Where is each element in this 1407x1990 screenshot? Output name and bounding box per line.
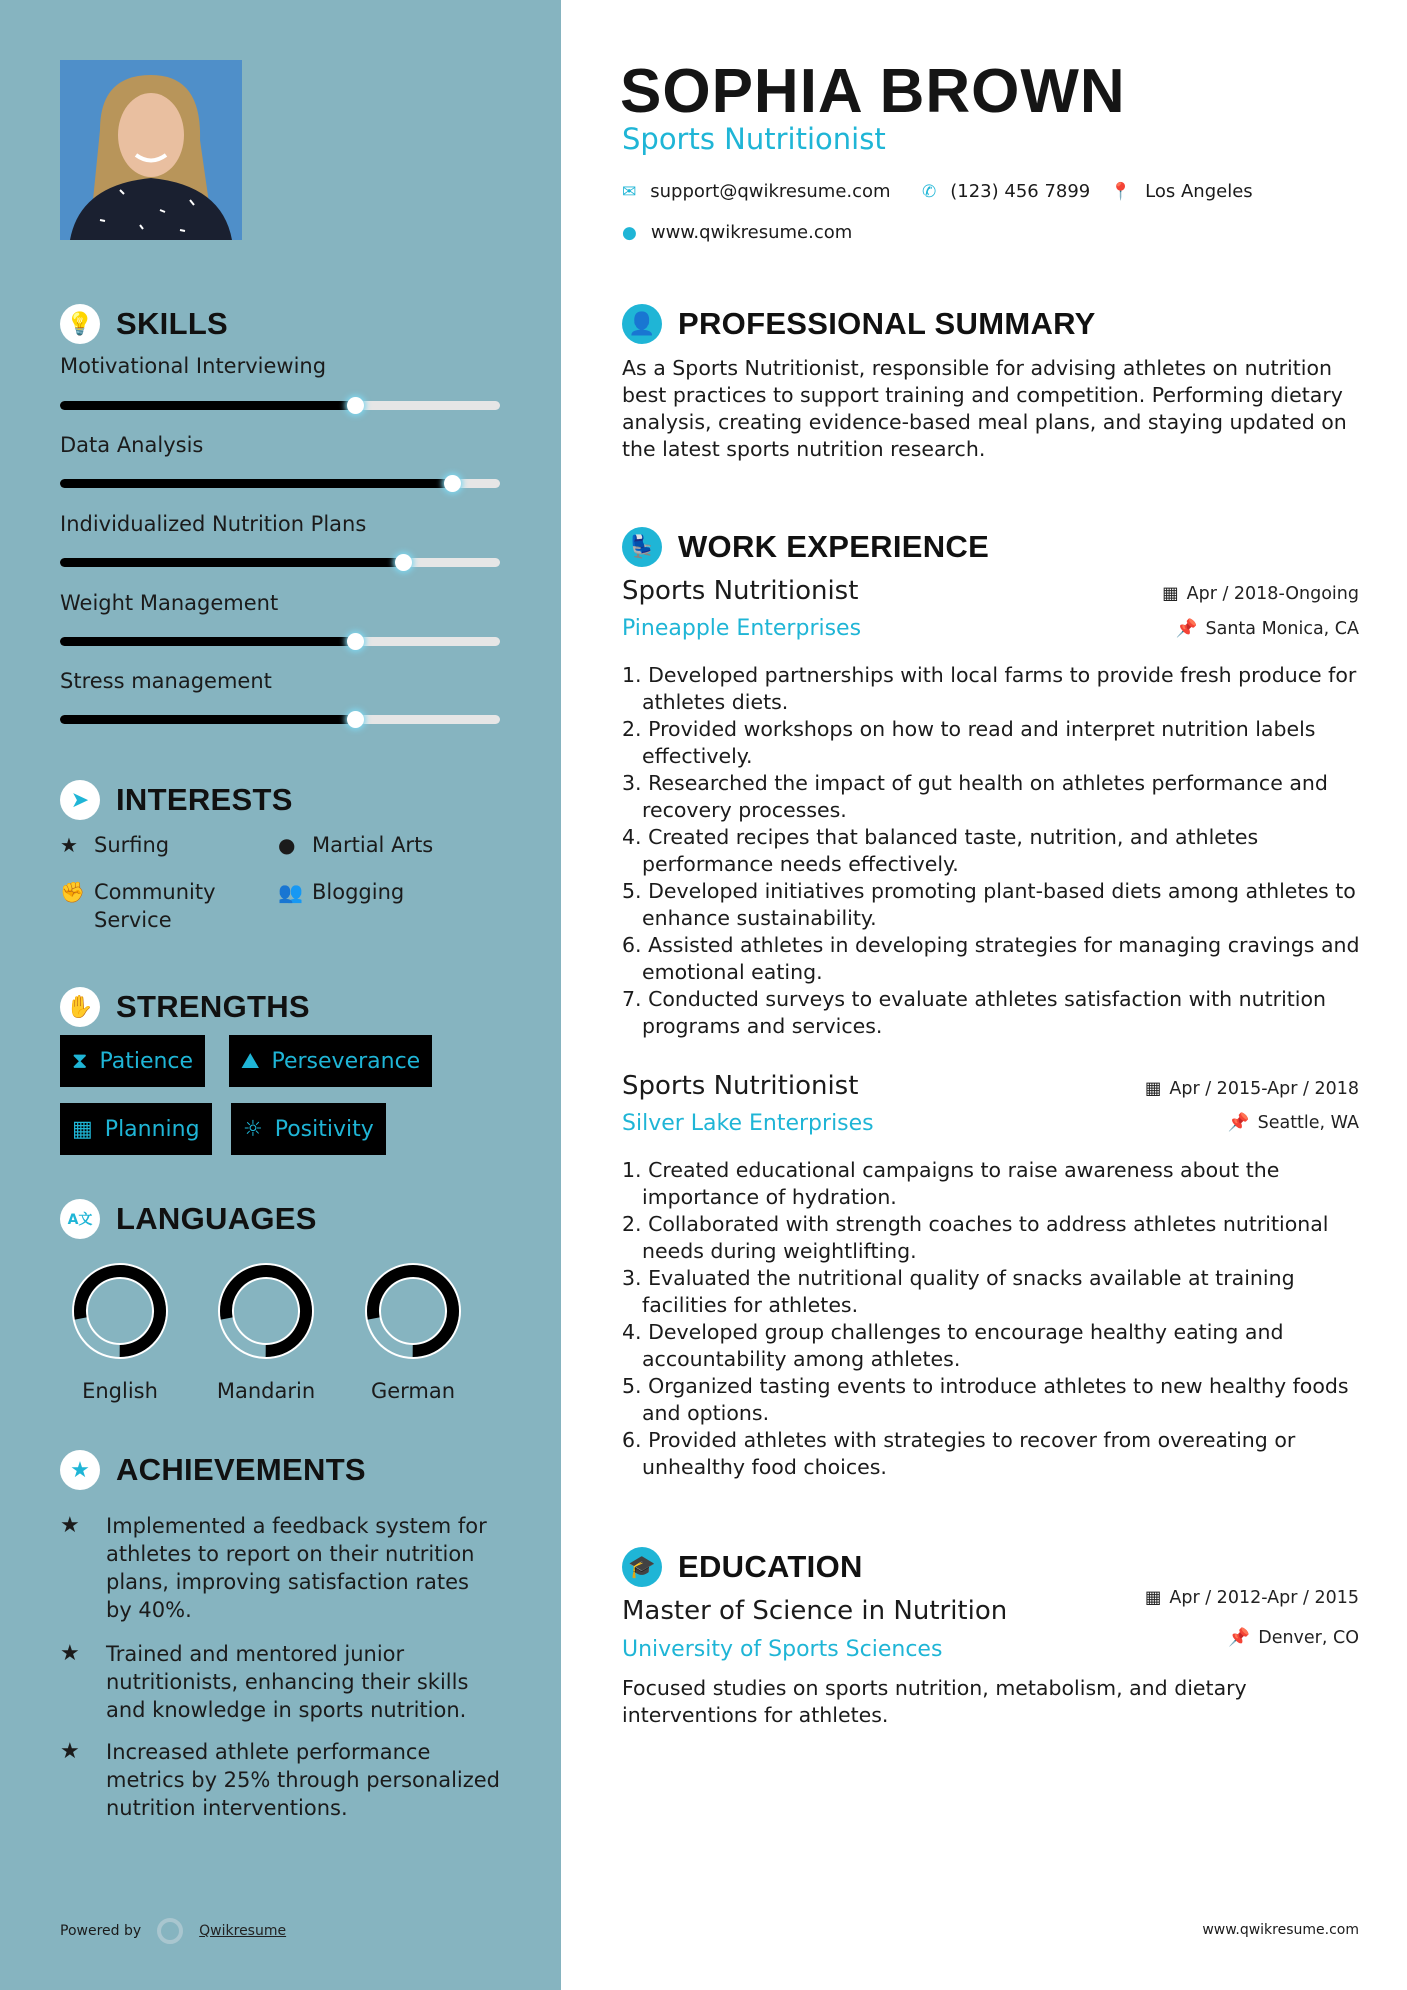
achievement-text: Implemented a feedback system for athletes to report on their nutrition plans, improving satisfaction rates by 40%. <box>106 1514 487 1622</box>
list-item <box>616 932 1362 986</box>
list-number: 2. <box>622 717 649 741</box>
achievements-heading: ★ ACHIEVEMENTS <box>60 1450 366 1490</box>
skill-bar <box>60 715 500 724</box>
skill-bar-knob <box>347 711 364 728</box>
calendar-icon: ▦ <box>1144 1079 1162 1099</box>
list-number: 1. <box>622 663 649 687</box>
education-text: Focused studies on sports nutrition, metabolism, and dietary interventions for athletes. <box>622 1676 1247 1727</box>
hourglass-icon: ⧗ <box>72 1048 88 1074</box>
list-number: 2. <box>622 1212 649 1236</box>
list-number: 7. <box>622 987 649 1011</box>
list-number: 3. <box>622 1266 649 1290</box>
list-number: 5. <box>622 1374 649 1398</box>
job-dates <box>1162 584 1359 604</box>
list-text: Developed group challenges to encourage healthy eating and accountability among athletes. <box>642 1320 1284 1371</box>
map-pin-icon: 📍 <box>1110 181 1132 202</box>
achievement-item <box>60 1512 500 1624</box>
summary-heading: 👤 PROFESSIONAL SUMMARY <box>622 304 1096 344</box>
skill-bar <box>60 558 500 567</box>
globe-icon: ● <box>622 222 637 243</box>
language-donut <box>365 1263 461 1359</box>
language-label: German <box>370 1379 456 1403</box>
skill-bar-fill <box>60 401 355 410</box>
candidate-name: SOPHIA BROWN <box>620 57 1126 126</box>
hand-icon: ✊ <box>60 880 85 904</box>
list-text: Provided workshops on how to read and interpret nutrition labels effectively. <box>642 717 1316 768</box>
school: University of Sports Sciences <box>622 1637 943 1662</box>
skill-bar-fill <box>60 479 452 488</box>
list-number: 5. <box>622 879 649 903</box>
list-item <box>616 1157 1362 1211</box>
skill-bar-knob <box>395 554 412 571</box>
language-label: English <box>82 1379 158 1403</box>
education-dates: ▦ Apr / 2012-Apr / 2015 <box>1144 1588 1359 1608</box>
job-dates-text: Apr / 2018-Ongoing <box>1186 584 1359 604</box>
language-donut <box>218 1263 314 1359</box>
email[interactable]: ✉ support@qwikresume.com <box>622 181 891 202</box>
list-number: 4. <box>622 825 649 849</box>
list-text: Provided athletes with strategies to recover from overeating or unhealthy food choices. <box>642 1428 1296 1479</box>
company-name: Silver Lake Enterprises <box>622 1111 874 1136</box>
list-number: 3. <box>622 771 649 795</box>
pin-icon: 📌 <box>1228 1628 1251 1648</box>
job-location <box>1176 619 1359 639</box>
road-icon: ⛰ <box>241 1048 260 1074</box>
achievement-star-icon: ★ <box>60 1641 80 1666</box>
paper-plane-icon: ➤ <box>60 780 100 820</box>
skill-bar-fill <box>60 715 355 724</box>
skill-bar <box>60 479 500 488</box>
list-item <box>616 1319 1362 1373</box>
language-icon: A文 <box>60 1199 100 1239</box>
skill-bar <box>60 637 500 646</box>
strengths-heading: ✋ STRENGTHS <box>60 987 310 1027</box>
list-number: 6. <box>622 1428 649 1452</box>
skill-bar-fill <box>60 558 403 567</box>
pin-icon: 📌 <box>1175 619 1198 639</box>
list-text: Assisted athletes in developing strategies for managing cravings and emotional eating. <box>642 933 1360 984</box>
degree: Master of Science in Nutrition <box>622 1596 1008 1626</box>
company-name: Pineapple Enterprises <box>622 616 862 641</box>
skill-bar-knob <box>347 397 364 414</box>
skill-bar-fill <box>60 637 355 646</box>
education-heading: 🎓 EDUCATION <box>622 1547 863 1587</box>
star-icon: ★ <box>60 833 78 857</box>
education-location: 📌 Denver, CO <box>1228 1628 1359 1648</box>
phone: ✆ (123) 456 7899 <box>922 181 1091 202</box>
skill-bar-knob <box>347 633 364 650</box>
list-text: Developed partnerships with local farms to provide fresh produce for athletes diets. <box>642 663 1357 714</box>
sidebar <box>0 0 561 1990</box>
strength-tag: ⧗ Patience <box>60 1035 205 1087</box>
language-donut <box>72 1263 168 1359</box>
skill-label: Stress management <box>60 669 272 693</box>
interest-item: ✊ Community Service <box>60 880 216 932</box>
list-item <box>616 1265 1362 1319</box>
language-label: Mandarin <box>216 1379 316 1403</box>
skill-label: Weight Management <box>60 591 279 615</box>
users-icon: 👥 <box>278 880 303 904</box>
interests-heading: ➤ INTERESTS <box>60 780 293 820</box>
list-item <box>616 770 1362 824</box>
list-item <box>616 878 1362 932</box>
profile-photo <box>60 60 242 240</box>
list-text: Created educational campaigns to raise awareness about the importance of hydration. <box>642 1158 1280 1209</box>
interest-item: ★ Surfing <box>60 833 170 857</box>
list-item <box>616 824 1362 878</box>
list-text: Conducted surveys to evaluate athletes satisfaction with nutrition programs and services. <box>642 987 1327 1038</box>
list-text: Developed initiatives promoting plant-based diets among athletes to enhance sustainability. <box>642 879 1356 930</box>
calendar-icon: ▦ <box>1162 584 1179 604</box>
job-title: Sports Nutritionist <box>622 1071 859 1101</box>
qwikresume-logo-icon <box>157 1918 183 1944</box>
achievement-item <box>60 1640 500 1724</box>
job-location-text: Seattle, WA <box>1257 1113 1359 1133</box>
powered-by: Powered by Qwikresume <box>60 1918 286 1944</box>
graduate-icon: 🎓 <box>622 1547 662 1587</box>
interest-item: 👥 Blogging <box>278 880 405 904</box>
footer-url[interactable]: www.qwikresume.com <box>1202 1922 1359 1938</box>
calendar-icon: ▦ <box>72 1116 93 1142</box>
user-icon: 👤 <box>622 304 662 344</box>
job-title: Sports Nutritionist <box>622 122 886 156</box>
list-text: Collaborated with strength coaches to address athletes nutritional needs during weightlifting. <box>642 1212 1329 1263</box>
skill-label: Motivational Interviewing <box>60 354 327 378</box>
skill-label: Data Analysis <box>60 433 204 457</box>
envelope-icon: ✉ <box>622 181 637 202</box>
languages-heading: A文 LANGUAGES <box>60 1199 317 1239</box>
job-dates-text: Apr / 2015-Apr / 2018 <box>1169 1079 1359 1099</box>
globe-icon: ● <box>278 833 296 857</box>
summary-text: As a Sports Nutritionist, responsible for advising athletes on nutrition best practices to support training and competition. Performing dietary analysis, creating evidence-based meal plans, and staying updated on the latest sports nutrition research. <box>622 356 1347 461</box>
achievement-text: Increased athlete performance metrics by 25% through personalized nutrition interventions. <box>106 1740 501 1820</box>
strength-tag: ☼ Positivity <box>231 1103 386 1155</box>
job-location <box>1228 1113 1359 1133</box>
achievement-text: Trained and mentored junior nutritionists, enhancing their skills and knowledge in sports nutrition. <box>106 1642 469 1722</box>
list-text: Created recipes that balanced taste, nutrition, and athletes performance needs effectively. <box>642 825 1259 876</box>
skill-bar-knob <box>444 475 461 492</box>
star-badge-icon: ★ <box>60 1450 100 1490</box>
lightbulb-icon: 💡 <box>60 304 100 344</box>
job-dates <box>1145 1079 1359 1099</box>
list-item <box>616 662 1362 716</box>
work-heading: 💺 WORK EXPERIENCE <box>622 527 989 567</box>
list-item <box>616 716 1362 770</box>
sun-icon: ☼ <box>243 1116 263 1142</box>
list-number: 1. <box>622 1158 649 1182</box>
chair-icon: 💺 <box>622 527 662 567</box>
qwikresume-link[interactable]: Qwikresume <box>199 1923 287 1939</box>
list-text: Researched the impact of gut health on athletes performance and recovery processes. <box>642 771 1328 822</box>
skills-heading: 💡 SKILLS <box>60 304 228 344</box>
list-item <box>616 1211 1362 1265</box>
phone-icon: ✆ <box>922 181 937 202</box>
job-location-text: Santa Monica, CA <box>1205 619 1359 639</box>
skill-label: Individualized Nutrition Plans <box>60 512 367 536</box>
list-item <box>616 1373 1362 1427</box>
interest-item: ● Martial Arts <box>278 833 434 857</box>
website[interactable]: ● www.qwikresume.com <box>622 222 853 243</box>
location: 📍 Los Angeles <box>1110 181 1253 202</box>
list-number: 6. <box>622 933 649 957</box>
list-item <box>616 1427 1362 1481</box>
calendar-icon: ▦ <box>1144 1588 1162 1608</box>
hand-icon: ✋ <box>60 987 100 1027</box>
achievement-star-icon: ★ <box>60 1739 80 1764</box>
achievement-item <box>60 1738 500 1822</box>
list-text: Organized tasting events to introduce athletes to new healthy foods and options. <box>642 1374 1349 1425</box>
strength-tag: ⛰ Perseverance <box>229 1035 432 1087</box>
list-number: 4. <box>622 1320 649 1344</box>
pin-icon: 📌 <box>1227 1113 1250 1133</box>
list-item <box>616 986 1362 1040</box>
strength-tag: ▦ Planning <box>60 1103 212 1155</box>
responsibilities-list <box>616 1157 1362 1481</box>
job-title: Sports Nutritionist <box>622 576 859 606</box>
achievement-star-icon: ★ <box>60 1513 80 1538</box>
list-text: Evaluated the nutritional quality of snacks available at training facilities for athletes. <box>642 1266 1295 1317</box>
skill-bar <box>60 401 500 410</box>
responsibilities-list <box>616 662 1362 1040</box>
